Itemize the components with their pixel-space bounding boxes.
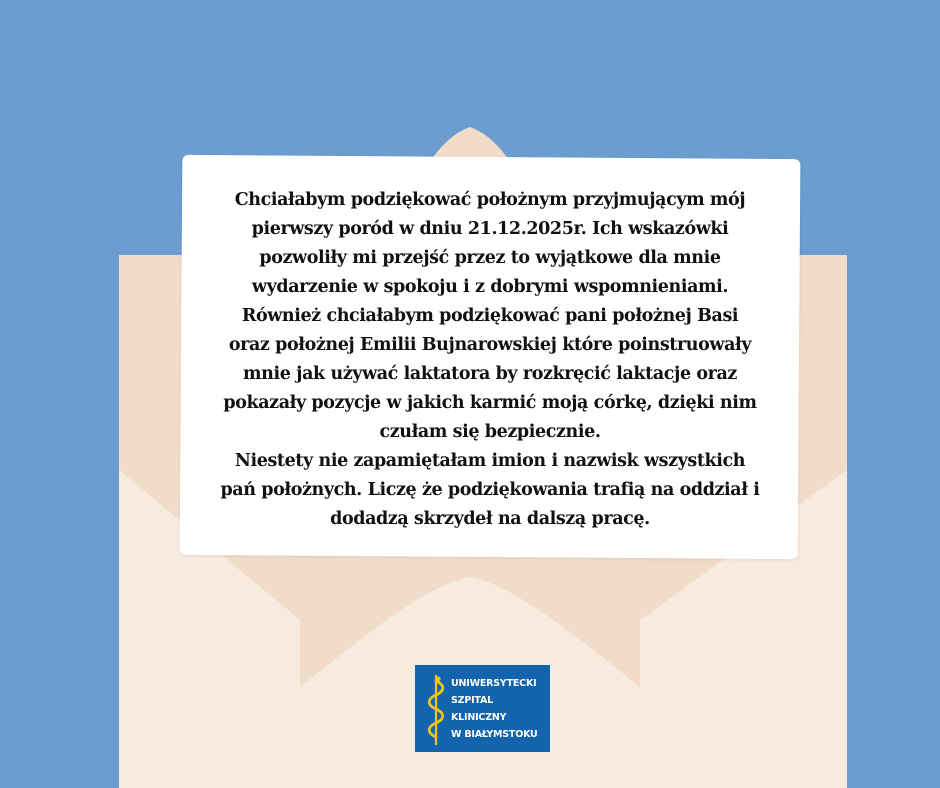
- message-line: Niestety nie zapamiętałam imion i nazwisk wszystkich: [234, 451, 746, 471]
- hospital-logo: [415, 665, 550, 752]
- hospital-name-line: W BIAŁYMSTOKU: [451, 729, 538, 740]
- message-line: Również chciałabym podziękować pani położnej Basi: [241, 306, 739, 326]
- message-line: pozwoliły mi przejść przez to wyjątkowe dla mnie: [259, 248, 721, 268]
- message-line: pań położnych. Liczę że podziękowania trafią na oddział i: [220, 480, 760, 500]
- message-line: mnie jak używać laktatora by rozkręcić laktacje oraz: [243, 364, 737, 384]
- hospital-name: [451, 675, 547, 743]
- thank-you-message: [188, 186, 792, 534]
- staff-of-asclepius-icon: [421, 671, 451, 747]
- hospital-name-line: SZPITAL: [451, 695, 493, 706]
- message-line: oraz położnej Emilii Bujnarowskiej które poinstruowały: [228, 335, 752, 355]
- message-line: pokazały pozycje w jakich karmić moją córkę, dzięki nim: [223, 393, 757, 413]
- message-line: wydarzenie w spokoju i z dobrymi wspomnieniami.: [251, 277, 729, 297]
- message-line: dodadzą skrzydeł na dalszą pracę.: [330, 509, 650, 529]
- message-line: czułam się bezpiecznie.: [379, 422, 601, 442]
- hospital-name-line: KLINICZNY: [451, 712, 507, 723]
- message-line: pierwszy poród w dniu 21.12.2025r. Ich wskazówki: [251, 219, 729, 239]
- hospital-name-line: UNIWERSYTECKI: [451, 678, 537, 689]
- message-line: Chciałabym podziękować położnym przyjmującym mój: [234, 190, 746, 210]
